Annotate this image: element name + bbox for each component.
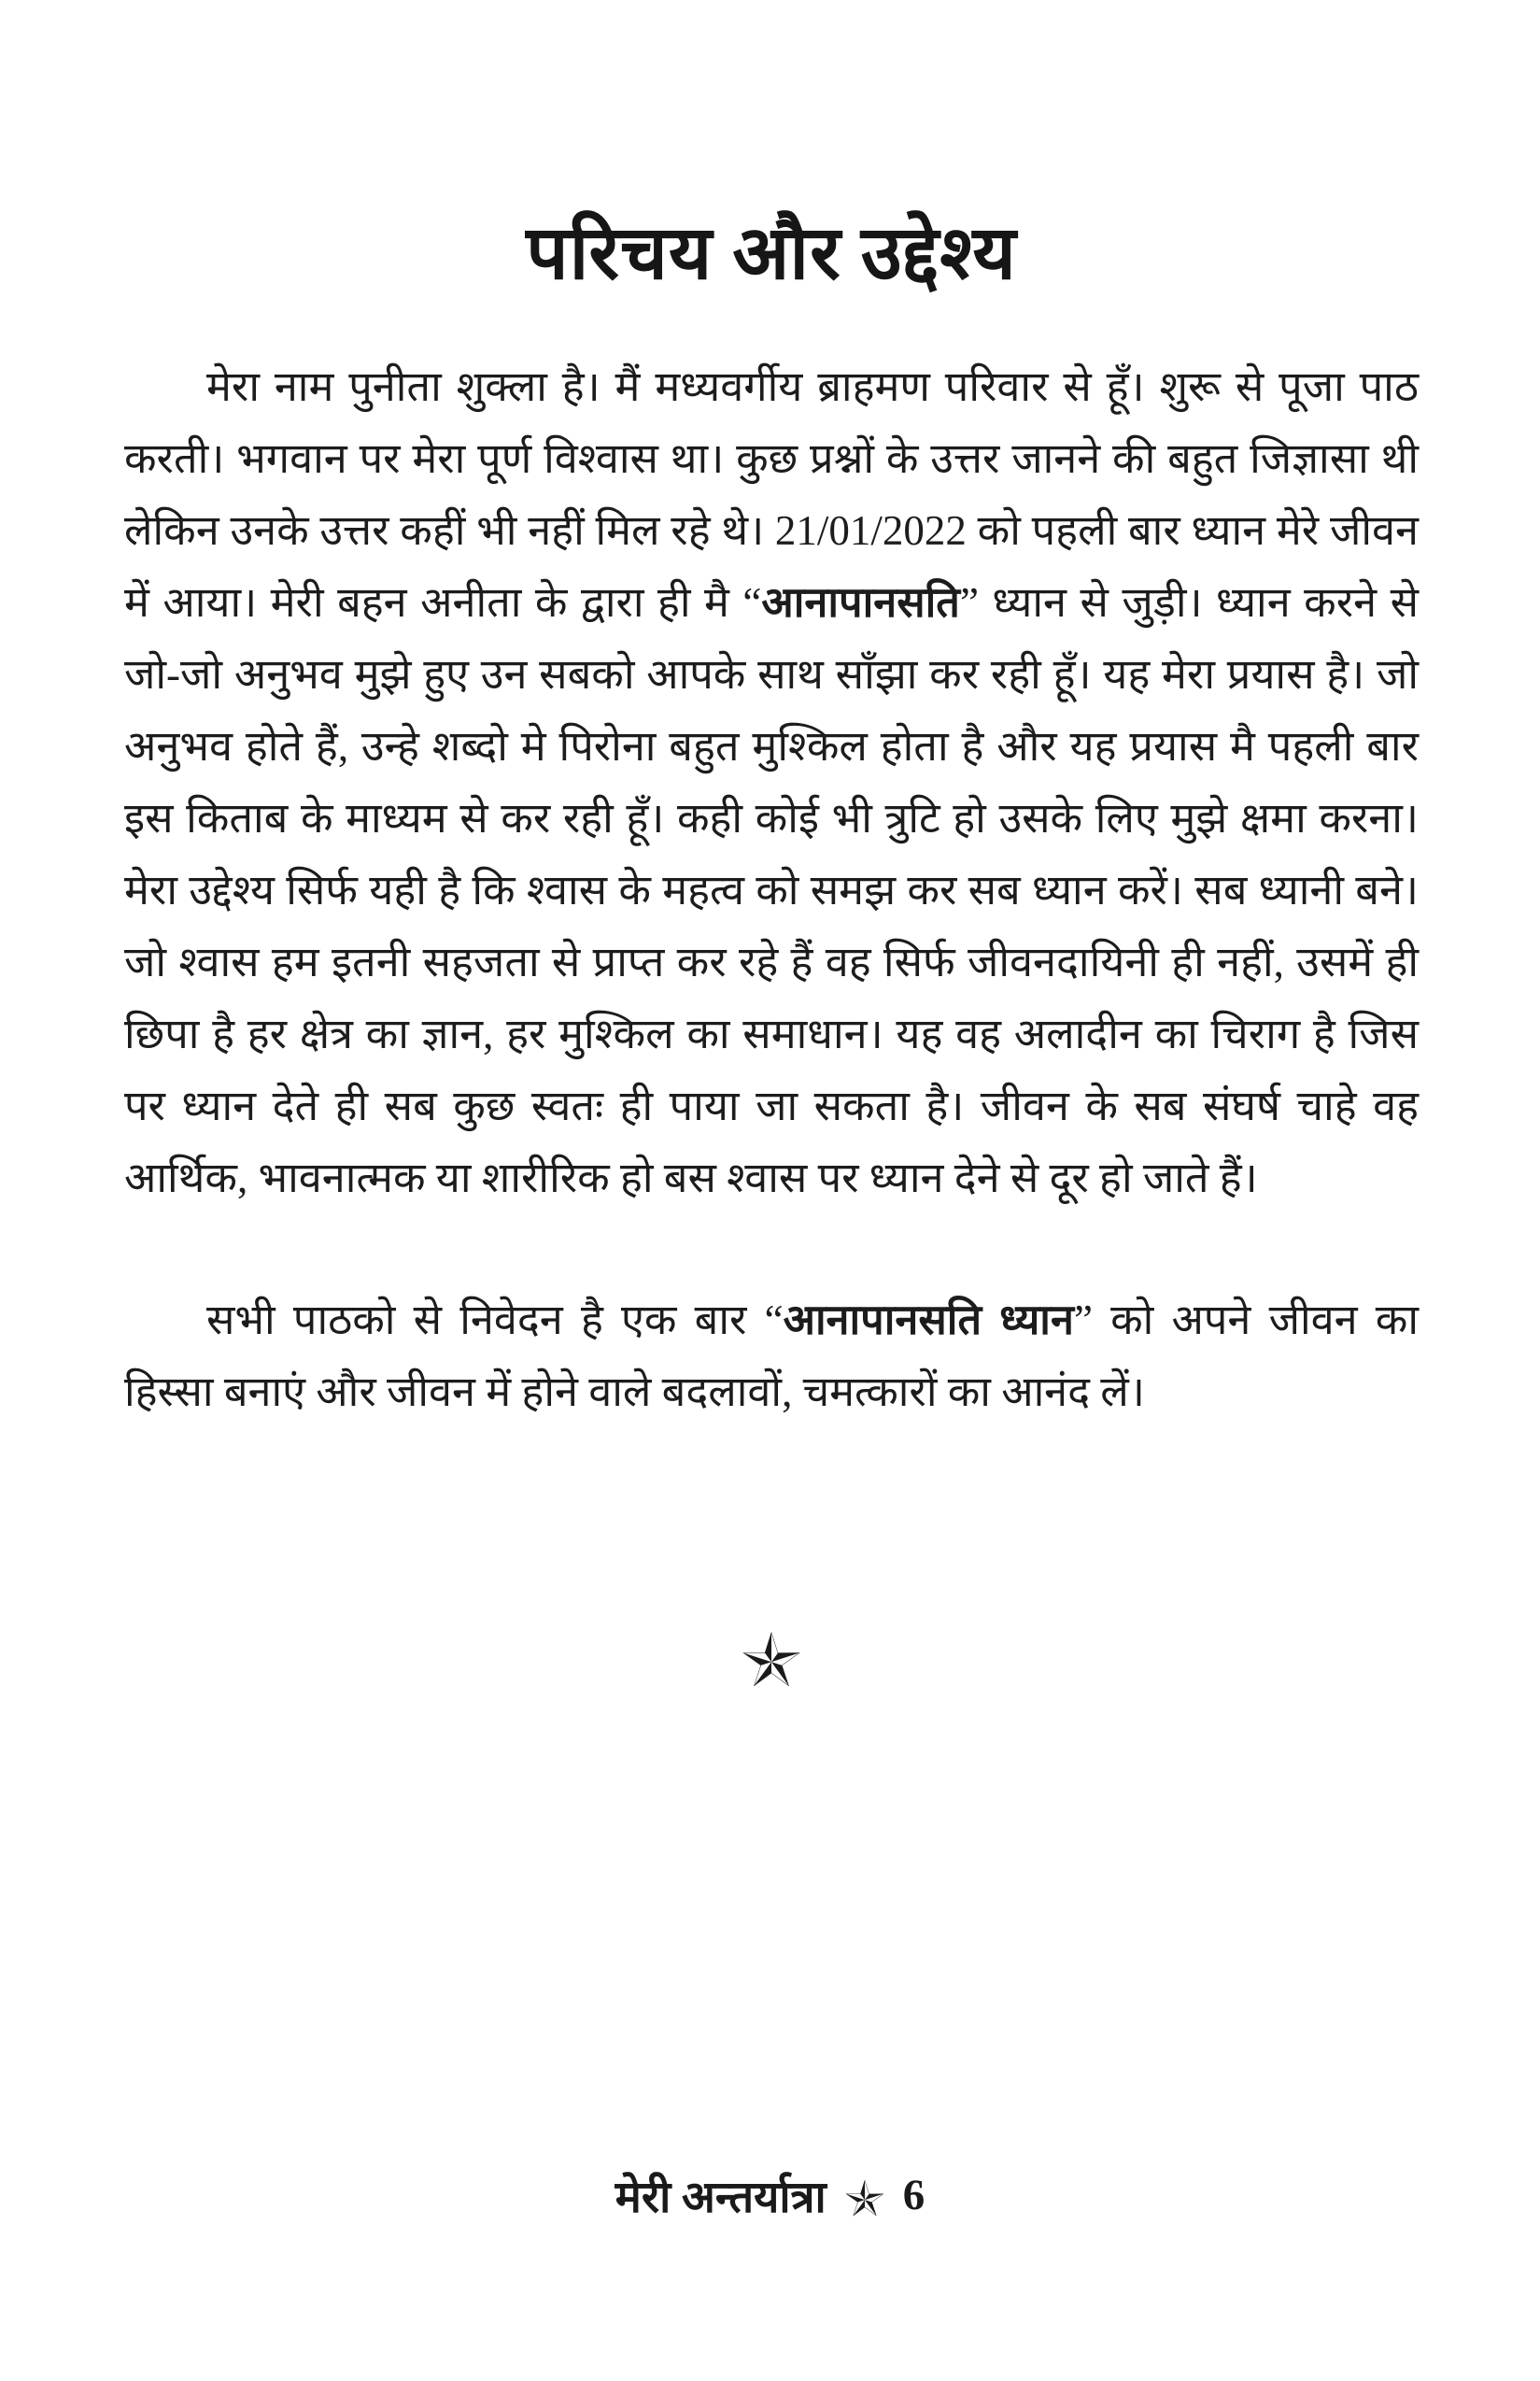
page-footer: [0, 2165, 1540, 2225]
star-ornament: [124, 1629, 1419, 1694]
paragraph-1-bold-term: आनापानसति: [761, 578, 960, 626]
footer-page-number: 6: [902, 2171, 925, 2219]
pinwheel-star-icon: [742, 1629, 801, 1689]
page-title: परिचय और उद्देश्य: [526, 213, 1017, 295]
paragraph-2-bold-term: आनापानसति ध्यान: [783, 1296, 1074, 1343]
body-paragraph-1: [124, 351, 1419, 1214]
footer-star-icon: [845, 2178, 884, 2218]
paragraph-1-text-start: मेरा नाम पुनीता शुक्ला है। मैं मध्यवर्गीय ब्राहमण परिवार से हूँ। शुरू से पूजा पाठ करती। भगवान पर मेरा पूर्ण विश्वास था। कुछ प्रश्नों के उत्तर जानने की बहुत जिज्ञासा थी लेकिन उनके उत्तर कहीं भी नहीं मिल रहे थे। 21/01/2022 को पहली बार ध्यान मेरे जीवन में आया। मेरी बहन अनीता के द्वारा ही मै “: [124, 362, 1419, 626]
paragraph-2-text-end: ” को अपने जीवन का हिस्सा बनाएं और जीवन में होने वाले बदलावों, चमत्कारों का आनंद लें।: [124, 1296, 1420, 1415]
paragraph-2-text-start: सभी पाठको से निवेदन है एक बार “: [206, 1296, 784, 1343]
footer-book-title: मेरी अन्तर्यात्रा: [615, 2174, 827, 2222]
body-paragraph-2: [124, 1284, 1419, 1428]
paragraph-1-text-end: ” ध्यान से जुड़ी। ध्यान करने से जो-जो अनुभव मुझे हुए उन सबको आपके साथ साँझा कर रही हूँ। यह मेरा प्रयास है। जो अनुभव होते हैं, उन्हे शब्दो मे पिरोना बहुत मुश्किल होता है और यह प्रयास मै पहली बार इस किताब के माध्यम से कर रही हूँ। कही कोई भी त्रुटि हो उसके लिए मुझे क्षमा करना। मेरा उद्देश्य सिर्फ यही है कि श्वास के महत्व को समझ कर सब ध्यान करें। सब ध्यानी बने। जो श्वास हम इतनी सहजता से प्राप्त कर रहे हैं वह सिर्फ जीवनदायिनी ही नहीं, उसमें ही छिपा है हर क्षेत्र का ज्ञान, हर मुश्किल का समाधान। यह वह अलादीन का चिराग है जिस पर ध्यान देते ही सब कुछ स्वतः ही पाया जा सकता है। जीवन के सब संघर्ष चाहे वह आर्थिक, भावनात्मक या शारीरिक हो बस श्वास पर ध्यान देने से दूर हो जाते हैं।: [124, 578, 1419, 1201]
